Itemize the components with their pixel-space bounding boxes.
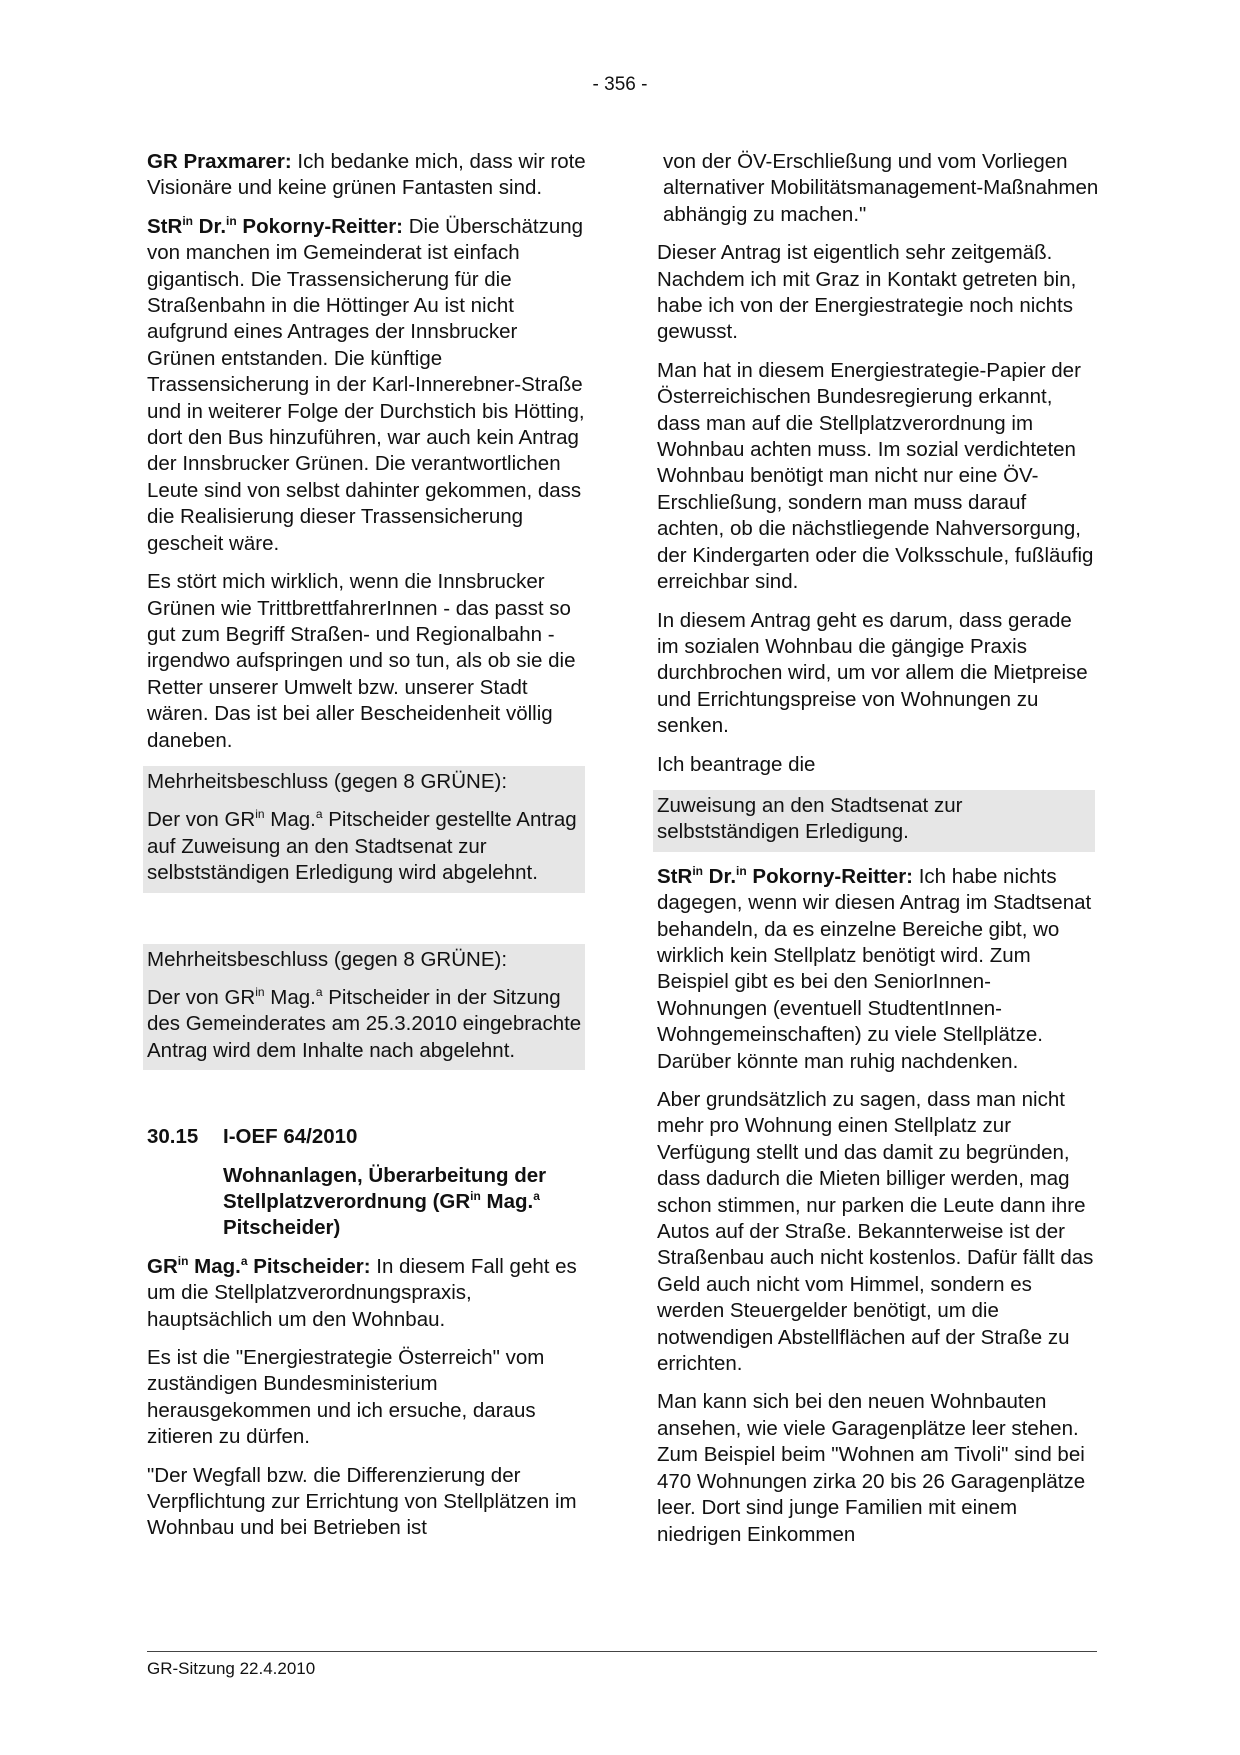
text-span: Pitscheider)	[223, 1216, 341, 1240]
speaker-name: GR Praxmarer:	[147, 150, 292, 173]
speaker-title: Mag.	[188, 1254, 241, 1278]
spacer	[147, 1082, 589, 1124]
speech-text: Ich habe nichts dagegen, wenn wir diesen Antrag im Stadtsenat behandeln, da es einzelne Bereiche gibt, wo wirklich kein Stellplatz benötigt wird. Zum Beispiel gibt es bei den SeniorInnen-Wohnungen (eventuell StudtentInnen-Wohngemeinschaften) zu viele Stellplätze. Darüber könnte man ruhig nachdenken.	[657, 864, 1092, 1073]
superscript: a	[315, 807, 323, 822]
speaker-surname: Pokorny-Reitter:	[746, 864, 914, 888]
agenda-item-number: 30.15	[147, 1125, 199, 1149]
paragraph: Man kann sich bei den neuen Wohnbauten ansehen, wie viele Garagenplätze leer stehen. Zum Beispiel beim "Wohnen am Tivoli" sind bei 470 Wohnungen zirka 20 bis 26 Garagenplätze leer. Dort sind junge Familien mit einem niedrigen Einkommen	[657, 1390, 1086, 1546]
speech-text: Die Überschätzung von manchen im Gemeinderat ist einfach gigantisch. Die Trassensicherung für die Straßenbahn in die Höttinger Au ist nicht aufgrund eines Antrages der Innsbrucker Grünen entstanden. Die künftige Trassensicherung in der Karl-Innerebner-Straße und in weiterer Folge der Durchstich bis Hötting, dort den Bus hinzuführen, war auch kein Antrag der Innsbrucker Grünen. Die verantwortlichen Leute sind von selbst dahinter gekommen, dass die Realisierung dieser Trassensicherung gescheit wäre.	[147, 214, 585, 555]
superscript: in	[255, 807, 265, 822]
paragraph	[147, 149, 589, 202]
motion-text: Zuweisung an den Stadtsenat zur selbstständigen Erledigung.	[657, 793, 963, 844]
paragraph	[147, 214, 589, 557]
resolution-box	[143, 944, 585, 1071]
footer-divider	[147, 1651, 1097, 1652]
quote-paragraph: von der ÖV-Erschließung und vom Vorliegen alternativer Mobilitätsmanagement-Maßnahmen abhängig zu machen."	[663, 150, 1099, 226]
speaker-surname: Pokorny-Reitter:	[236, 214, 404, 238]
agenda-item-code: I-OEF 64/2010	[223, 1125, 358, 1149]
agenda-item-heading	[147, 1124, 589, 1150]
quote-paragraph: "Der Wegfall bzw. die Differenzierung der Verpflichtung zur Errichtung von Stellplätzen im Wohnbau und bei Betrieben ist	[147, 1463, 577, 1540]
superscript: in	[177, 1253, 189, 1268]
speaker-title: StR	[147, 214, 183, 238]
resolution-box	[143, 766, 585, 893]
speaker-name	[657, 865, 913, 888]
agenda-item-title	[223, 1163, 589, 1242]
speaker-title: Dr.	[192, 214, 227, 238]
text-span: Mag.	[264, 985, 316, 1009]
superscript: a	[533, 1189, 540, 1203]
superscript: in	[226, 213, 237, 228]
superscript: a	[240, 1253, 248, 1268]
paragraph: Man hat in diesem Energiestrategie-Papier der Österreichischen Bundesregierung erkannt, dass man auf die Stellplatzverordnung im Wohnbau achten muss. Im sozial verdichteten Wohnbau benötigt man nicht nur eine ÖV-Erschließung, sondern man muss darauf achten, ob die nächstliegende Nahversorgung, der Kindergarten oder die Volksschule, fußläufig erreichbar sind.	[657, 358, 1094, 594]
text-span: Mag.	[480, 1190, 534, 1213]
superscript: in	[182, 213, 193, 228]
paragraph: Aber grundsätzlich zu sagen, dass man nicht mehr pro Wohnung einen Stellplatz zur Verfügung stellt und das damit zu begründen, dass dadurch die Mieten billiger werden, mag schon stimmen, nur parken die Leute dann ihre Autos auf der Straße. Bekannterweise ist der Straßenbau auch nicht kostenlos. Dafür fällt das Geld auch nicht vom Himmel, sondern es werden Steuergelder benötigt, um die notwendigen Abstellflächen auf der Straße zu errichten.	[657, 1088, 1094, 1376]
resolution-heading: Mehrheitsbeschluss (gegen 8 GRÜNE):	[147, 769, 508, 793]
speaker-title: GR	[147, 1254, 178, 1278]
text-span: Der von GR	[147, 985, 256, 1009]
resolution-text	[147, 807, 583, 886]
superscript: in	[255, 984, 265, 999]
speech-text: Ich bedanke mich, dass wir rote Visionäre und keine grünen Fantasten sind.	[147, 150, 586, 200]
motion-box	[653, 790, 1095, 852]
speaker-title: StR	[657, 864, 693, 888]
speaker-title: Dr.	[702, 864, 737, 888]
superscript: in	[692, 863, 703, 878]
paragraph: Es stört mich wirklich, wenn die Innsbrucker Grünen wie TrittbrettfahrerInnen - das passt so gut zum Begriff Straßen- und Regionalbahn - irgendwo aufspringen und so tun, als ob sie die Retter unserer Umwelt bzw. unserer Stadt wären. Das ist bei aller Bescheidenheit völlig daneben.	[147, 570, 576, 752]
superscript: in	[470, 1189, 481, 1203]
page-number: - 356 -	[592, 74, 648, 95]
superscript: in	[736, 863, 747, 878]
speech-text: In diesem Fall geht es um die Stellplatzverordnungspraxis, hauptsächlich um den Wohnbau.	[147, 1254, 577, 1331]
resolution-text	[147, 985, 583, 1064]
resolution-heading: Mehrheitsbeschluss (gegen 8 GRÜNE):	[147, 947, 508, 971]
text-span: Mag.	[264, 808, 316, 832]
text-span: Der von GR	[147, 808, 256, 832]
superscript: a	[315, 984, 323, 999]
text-span: Pitscheider in der Sitzung des Gemeinderates am 25.3.2010 eingebrachte Antrag wird dem Inhalte nach abgelehnt.	[147, 985, 582, 1062]
paragraph: Dieser Antrag ist eigentlich sehr zeitgemäß. Nachdem ich mit Graz in Kontakt getreten bin, habe ich von der Energiestrategie noch nichts gewusst.	[657, 241, 1077, 344]
speaker-surname: Pitscheider:	[247, 1254, 371, 1278]
paragraph: Es ist die "Energiestrategie Österreich" vom zuständigen Bundesministerium herausgekommen und ich ersuche, daraus zitieren zu dürfen.	[147, 1346, 545, 1449]
text-span: Wohnanlagen, Überarbeitung der Stellplatzverordnung (GR	[223, 1163, 547, 1213]
paragraph: Ich beantrage die	[657, 752, 816, 776]
speaker-name	[147, 1255, 371, 1278]
footer-text: GR-Sitzung 22.4.2010	[147, 1659, 316, 1678]
paragraph	[657, 864, 1099, 1075]
text-span: Pitscheider gestellte Antrag auf Zuweisung an den Stadtsenat zur selbstständigen Erledigung wird abgelehnt.	[147, 808, 577, 885]
paragraph: In diesem Antrag geht es darum, dass gerade im sozialen Wohnbau die gängige Praxis durchbrochen wird, um vor allem die Mietpreise und Errichtungspreise von Wohnungen zu senken.	[657, 608, 1088, 738]
right-column	[657, 149, 1099, 1560]
speaker-name	[147, 215, 403, 238]
spacer	[147, 905, 589, 944]
left-column	[147, 149, 589, 1554]
paragraph	[147, 1254, 589, 1333]
